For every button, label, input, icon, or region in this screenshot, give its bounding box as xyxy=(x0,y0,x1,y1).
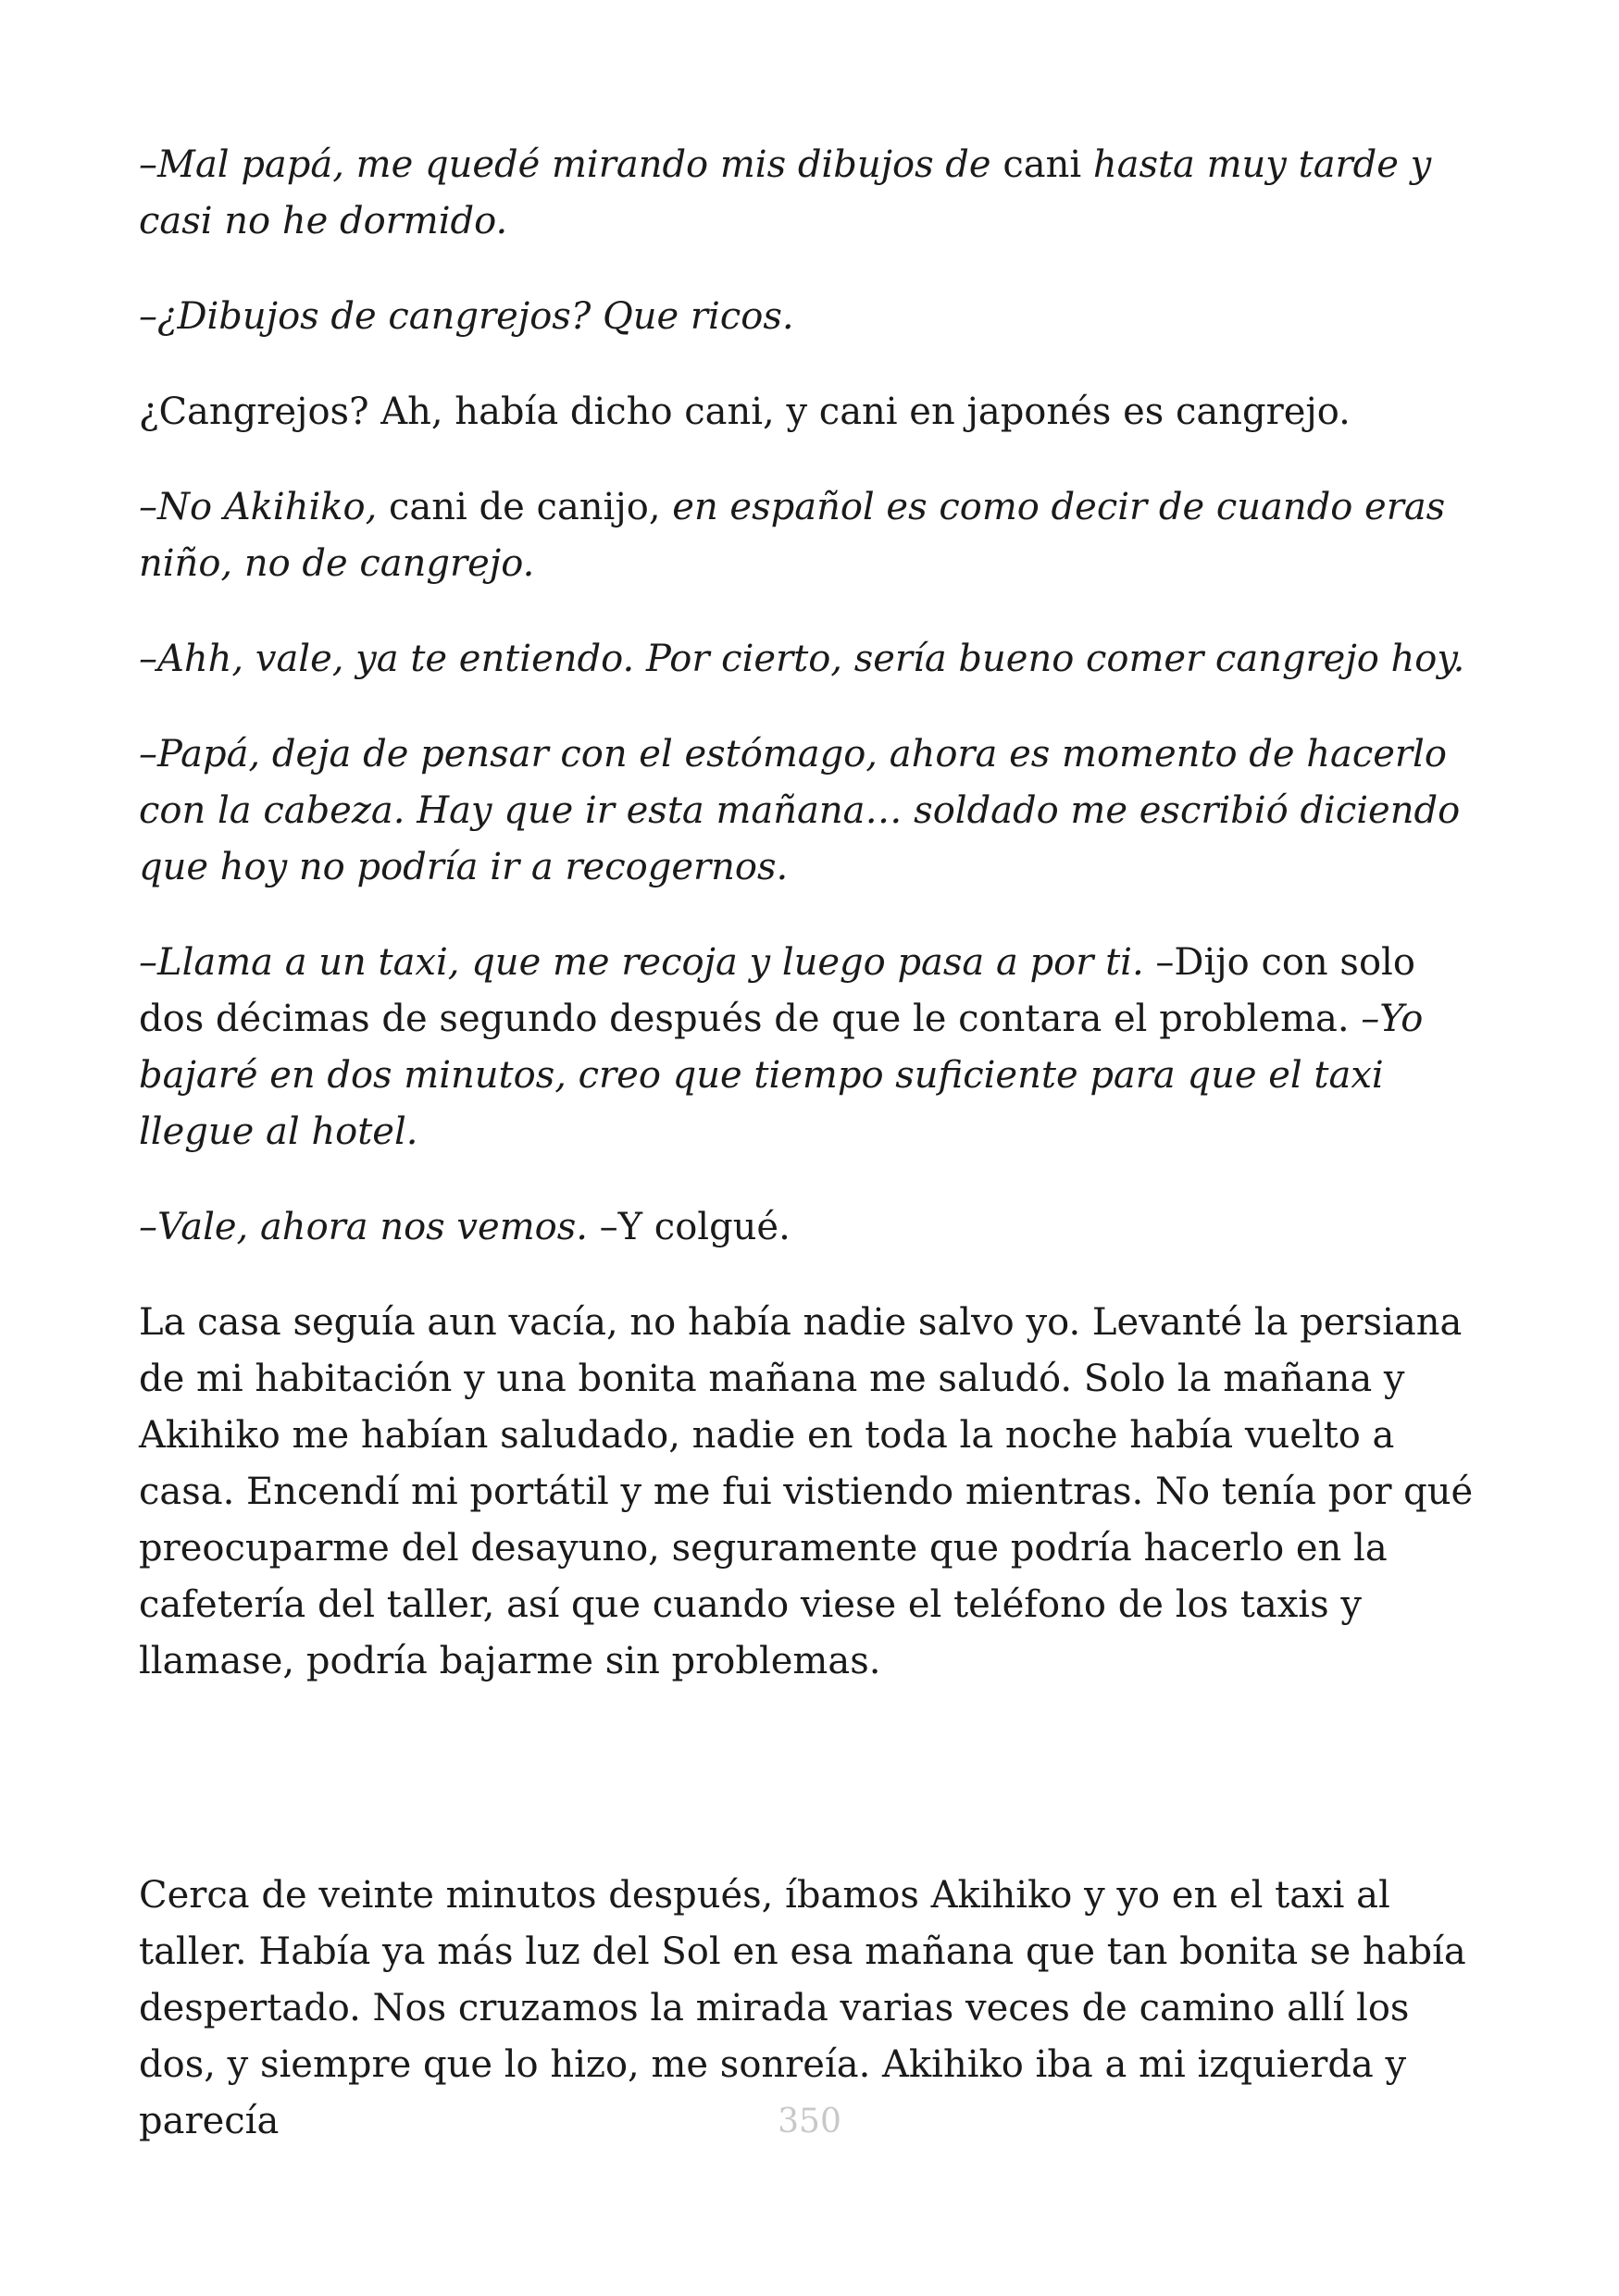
page-number: 350 xyxy=(778,2103,841,2141)
dialogue-text: –Mal papá, me quedé mirando mis dibujos de xyxy=(139,143,1003,186)
narration-text: cani de canijo, xyxy=(377,486,673,528)
paragraph-6 xyxy=(139,726,1490,896)
narration-text: –Y colgué. xyxy=(587,1206,791,1248)
dialogue-text: –¿Dibujos de cangrejos? Que ricos. xyxy=(139,295,794,338)
paragraph-8 xyxy=(139,1199,1490,1256)
paragraph-4 xyxy=(139,479,1490,592)
dialogue-text: –No Akihiko, xyxy=(139,486,378,528)
narration-text: –Dijo con solo dos décimas de segundo después de que le contara el problema. xyxy=(139,941,1415,1040)
dialogue-text: –Ahh, vale, ya te entiendo. Por cierto, sería bueno comer cangrejo hoy. xyxy=(139,638,1465,680)
paragraph-1 xyxy=(139,137,1490,250)
narration-text: ¿Cangrejos? Ah, había dicho cani, y cani en japonés es cangrejo. xyxy=(139,391,1351,433)
paragraph-9 xyxy=(139,1295,1490,1690)
dialogue-text: –Llama a un taxi, que me recoja y luego pasa a por ti. xyxy=(139,941,1144,984)
paragraph-7 xyxy=(139,935,1490,1160)
paragraph-3 xyxy=(139,384,1490,441)
dialogue-text: –Yo bajaré en dos minutos, creo que tiempo suficiente para que el taxi llegue al hotel. xyxy=(139,998,1424,1153)
narration-text: Cerca de veinte minutos después, íbamos Akihiko y yo en el taxi al taller. Había ya más luz del Sol en esa mañana que tan bonita se había despertado. Nos cruzamos la mirada varias veces de camino allí los dos, y siempre que lo hizo, me sonreía. Akihiko iba a mi izquierda y parecía xyxy=(139,1874,1466,2142)
dialogue-text: –Papá, deja de pensar con el estómago, ahora es momento de hacerlo con la cabeza. Hay que ir esta mañana… soldado me escribió diciendo que hoy no podría ir a recogernos. xyxy=(139,733,1461,888)
section-break xyxy=(139,1729,1490,1868)
narration-text: La casa seguía aun vacía, no había nadie salvo yo. Levanté la persiana de mi habitación y una bonita mañana me saludó. Solo la mañana y Akihiko me habían saludado, nadie en toda la noche había vuelto a casa. Encendí mi portátil y me fui vistiendo mientras. No tenía por qué preocuparme del desayuno, seguramente que podría hacerlo en la cafetería del taller, así que cuando viese el teléfono de los taxis y llamase, podría bajarme sin problemas. xyxy=(139,1301,1474,1682)
dialogue-text: hasta muy tarde y casi no he dormido. xyxy=(139,143,1432,242)
narration-text: cani xyxy=(1003,143,1082,186)
paragraph-2 xyxy=(139,289,1490,345)
dialogue-text: en español es como decir de cuando eras niño, no de cangrejo. xyxy=(139,486,1446,585)
dialogue-text: –Vale, ahora nos vemos. xyxy=(139,1206,588,1248)
paragraph-5 xyxy=(139,631,1490,688)
page-body xyxy=(139,137,1490,2189)
